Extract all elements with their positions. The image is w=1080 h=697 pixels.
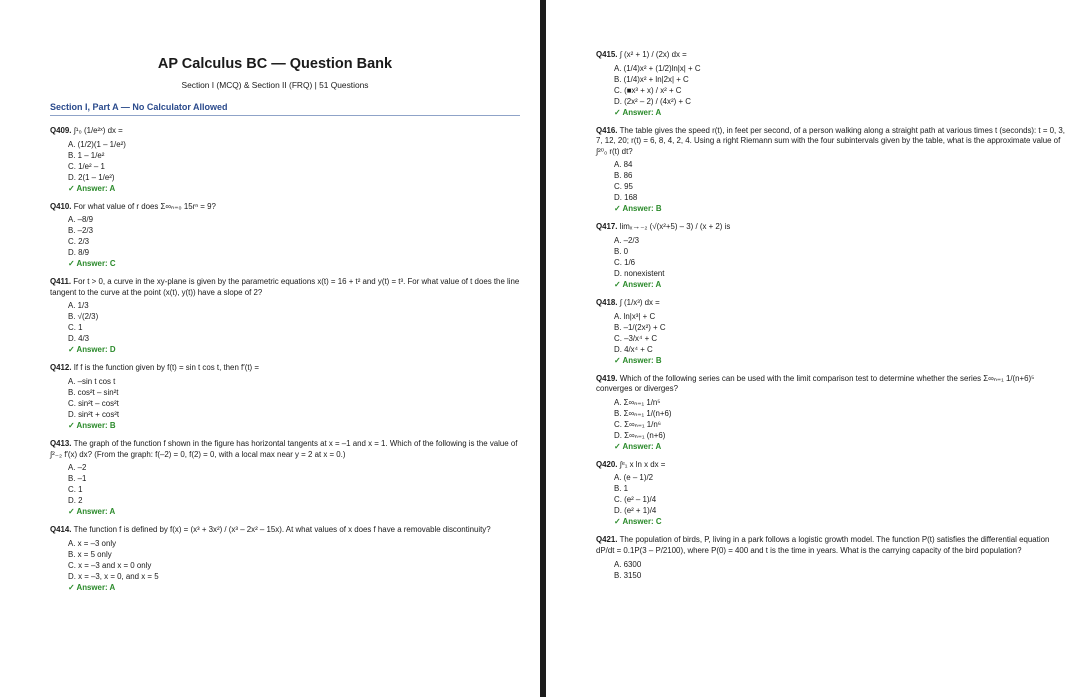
question-text: For what value of r does Σ∞ₙ₌₀ 15rⁿ = 9?: [73, 201, 216, 211]
answer-choice: B. –1/(2x²) + C: [614, 322, 666, 332]
question-stem: [50, 277, 520, 298]
question-number: Q413.: [50, 438, 72, 448]
question-item: [596, 535, 1070, 580]
answer-choice: A. 84: [614, 160, 633, 170]
question-text: ∫ᵉ₁ x ln x dx =: [619, 459, 666, 469]
answer-choice: D. 168: [614, 193, 638, 203]
question-number: Q409.: [50, 126, 72, 135]
question-text: Which of the following series can be used with the limit comparison test to determine whether the series Σ∞ₙ₌₁ 1/(n+6)⁵ converges or diverges?: [596, 373, 1035, 394]
answer-choice: C. (e² – 1)/4: [614, 495, 657, 505]
correct-answer: ✓ Answer: A: [614, 441, 662, 451]
answer-choice: D. 8/9: [68, 248, 90, 258]
answer-choice: B. 0: [614, 246, 629, 256]
answer-choice: C. 1: [68, 323, 83, 333]
answer-choices: [614, 559, 1070, 581]
answer-choice: B. –1: [68, 474, 87, 484]
answer-choice: C. sin²t – cos²t: [68, 398, 119, 408]
question-number: Q418.: [596, 297, 618, 307]
question-stem: [50, 202, 520, 213]
answer-choice: A. (1/2)(1 – 1/e²): [68, 139, 126, 149]
question-text: The graph of the function f shown in the figure has horizontal tangents at x = –1 and x = 1. Which of the following is the value of ∫²₋₂ f′(x) dx? (From the graph: f(–2) = 0, f(2) = 0, with a local max near y = 2 at x = 0.): [50, 438, 518, 459]
question-stem: [50, 439, 520, 460]
answer-choice: C. Σ∞ₙ₌₁ 1/n⁶: [614, 419, 661, 429]
answer-choices: [68, 462, 520, 506]
answer-choices: [68, 139, 520, 183]
answer-choice: A. Σ∞ₙ₌₁ 1/n⁵: [614, 397, 661, 407]
document-subtitle: Section I (MCQ) & Section II (FRQ) | 51 Questions: [181, 80, 369, 90]
answer-choices: [614, 311, 1070, 355]
question-number: Q412.: [50, 363, 72, 373]
question-item: [50, 202, 520, 270]
answer-choice: D. nonexistent: [614, 268, 665, 278]
question-number: Q411.: [50, 277, 72, 287]
question-item: [50, 126, 520, 194]
question-text: ∫ (x² + 1) / (2x) dx =: [619, 50, 687, 59]
answer-choices: [68, 300, 520, 344]
question-stem: [596, 535, 1070, 556]
left-page-content: [0, 0, 540, 593]
answer-choice: A. –8/9: [68, 215, 94, 225]
answer-choice: A. –2: [68, 463, 87, 473]
question-stem: [596, 126, 1070, 158]
question-stem: [50, 363, 520, 374]
answer-choice: D. sin²t + cos²t: [68, 409, 120, 419]
answer-choice: A. –2/3: [614, 235, 640, 245]
answer-choice: B. cos²t – sin²t: [68, 387, 119, 397]
answer-choice: C. x = –3 and x = 0 only: [68, 560, 152, 570]
question-number: Q421.: [596, 535, 618, 545]
question-number: Q410.: [50, 201, 72, 211]
question-text: The population of birds, P, living in a park follows a logistic growth model. The function P(t) satisfies the differential equation dP/dt = 0.1P(3 – P/2100), where P(0) = 400 and t is the time in years. What is the carrying capacity of the bird population?: [596, 535, 1050, 555]
answer-choice: D. (2x² – 2) / (4x²) + C: [614, 96, 691, 106]
question-text: The function f is defined by f(x) = (x³ + 3x²) / (x³ – 2x² – 15x). At what values of x does f have a removable discontinuity?: [73, 525, 491, 535]
answer-choice: B. –2/3: [68, 226, 94, 236]
question-list-right: [596, 50, 1070, 581]
question-text: For t > 0, a curve in the xy-plane is given by the parametric equations x(t) = 16 + t² and y(t) = t³. For what value of t does the line tangent to the curve at the point (x(t), y(t)) have a slope of 2?: [50, 277, 520, 297]
question-stem: [596, 298, 1070, 309]
answer-choice: D. 2: [68, 496, 83, 506]
question-item: [50, 277, 520, 355]
answer-choices: [68, 214, 520, 258]
correct-answer: ✓ Answer: B: [614, 204, 662, 214]
question-item: [596, 374, 1070, 452]
correct-answer: ✓ Answer: A: [614, 279, 662, 289]
answer-choice: B. (1/4)x² + ln|2x| + C: [614, 74, 689, 84]
correct-answer: ✓ Answer: C: [614, 517, 662, 527]
section-heading: Section I, Part A — No Calculator Allowed: [50, 102, 520, 116]
answer-choice: D. 2(1 – 1/e²): [68, 172, 115, 182]
question-item: [596, 222, 1070, 290]
correct-answer: ✓ Answer: A: [68, 582, 116, 592]
question-item: [596, 126, 1070, 215]
right-page: [546, 0, 1080, 697]
question-stem: [596, 50, 1070, 61]
correct-answer: ✓ Answer: A: [614, 107, 662, 117]
question-text: ∫¹₀ (1/e²ˣ) dx =: [73, 126, 123, 135]
answer-choice: A. –sin t cos t: [68, 376, 116, 386]
question-number: Q414.: [50, 525, 72, 535]
correct-answer: ✓ Answer: B: [614, 355, 662, 365]
question-stem: [596, 222, 1070, 233]
answer-choice: B. x = 5 only: [68, 549, 112, 559]
answer-choice: A. 6300: [614, 559, 642, 569]
answer-choice: A. 1/3: [68, 301, 89, 311]
right-page-content: [546, 0, 1080, 581]
answer-choice: C. (■x³ + x) / x² + C: [614, 85, 682, 95]
question-item: [596, 50, 1070, 118]
answer-choice: A. ln|x³| + C: [614, 311, 656, 321]
document-title: AP Calculus BC — Question Bank: [157, 56, 393, 72]
answer-choice: A. (e – 1)/2: [614, 473, 654, 483]
question-number: Q417.: [596, 222, 618, 232]
answer-choice: D. Σ∞ₙ₌₁ (n+6): [614, 430, 666, 440]
question-list-left: [50, 126, 520, 593]
answer-choice: C. 2/3: [68, 237, 90, 247]
answer-choices: [614, 397, 1070, 441]
answer-choice: C. 1: [68, 485, 83, 495]
answer-choice: B. Σ∞ₙ₌₁ 1/(n+6): [614, 408, 672, 418]
answer-choice: A. x = –3 only: [68, 538, 117, 548]
answer-choice: C. –3/x⁴ + C: [614, 333, 658, 343]
answer-choice: C. 95: [614, 182, 633, 192]
answer-choice: D. 4/x⁴ + C: [614, 344, 653, 354]
question-number: Q416.: [596, 125, 618, 135]
answer-choices: [614, 235, 1070, 279]
answer-choices: [68, 376, 520, 420]
answer-choice: B. 86: [614, 171, 633, 181]
answer-choice: D. (e² + 1)/4: [614, 506, 657, 516]
correct-answer: ✓ Answer: C: [68, 259, 116, 269]
question-item: [596, 298, 1070, 366]
answer-choices: [614, 159, 1070, 203]
question-item: [50, 525, 520, 593]
question-stem: [596, 460, 1070, 471]
question-number: Q420.: [596, 459, 618, 469]
answer-choice: B. 1 – 1/e²: [68, 150, 105, 160]
correct-answer: ✓ Answer: B: [68, 420, 116, 430]
answer-choice: B. 1: [614, 484, 629, 494]
answer-choice: C. 1/e² – 1: [68, 161, 105, 171]
answer-choices: [614, 472, 1070, 516]
answer-choices: [614, 63, 1070, 107]
answer-choice: B. √(2/3): [68, 312, 99, 322]
answer-choice: A. (1/4)x² + (1/2)ln|x| + C: [614, 63, 701, 73]
correct-answer: ✓ Answer: A: [68, 507, 116, 517]
question-stem: [50, 525, 520, 536]
answer-choice: B. 3150: [614, 570, 642, 580]
question-item: [596, 460, 1070, 528]
answer-choice: D. x = –3, x = 0, and x = 5: [68, 571, 159, 581]
question-stem: [596, 374, 1070, 395]
question-text: limₓ→₋₂ (√(x²+5) – 3) / (x + 2) is: [619, 222, 731, 232]
question-item: [50, 439, 520, 517]
question-text: If f is the function given by f(t) = sin t cos t, then f′(t) =: [73, 363, 259, 373]
correct-answer: ✓ Answer: D: [68, 345, 116, 355]
question-text: The table gives the speed r(t), in feet per second, of a person walking along a straight path at various times t (seconds): t = 0, 3, 7, 12, 20; r(t) = 6, 8, 4, 2, 4. Using a right Riemann sum with the four subintervals given by the table, what is the approximate value of ∫²⁰₀ r(t) dt?: [596, 125, 1065, 156]
question-stem: [50, 126, 520, 137]
question-item: [50, 363, 520, 431]
answer-choice: C. 1/6: [614, 257, 636, 267]
answer-choices: [68, 538, 520, 582]
question-text: ∫ (1/x³) dx =: [619, 297, 660, 307]
question-number: Q415.: [596, 50, 618, 59]
answer-choice: D. 4/3: [68, 334, 90, 344]
question-number: Q419.: [596, 373, 618, 383]
correct-answer: ✓ Answer: A: [68, 183, 116, 193]
